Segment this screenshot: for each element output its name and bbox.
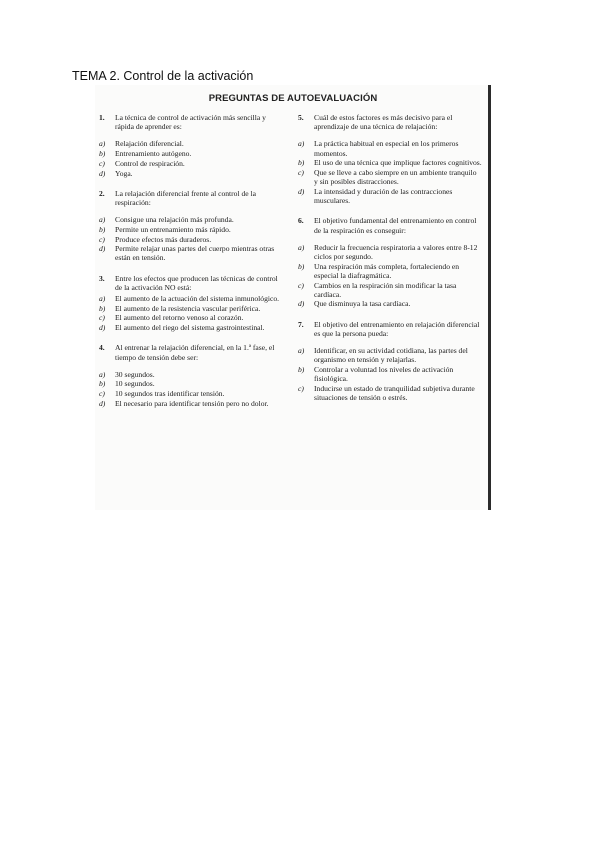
option-text: El necesario para identificar tensión pero no dolor. [115, 398, 269, 408]
option-letter: a) [298, 346, 305, 356]
question-number: 5. [298, 113, 304, 122]
option-item [298, 187, 482, 205]
question-text: Al entrenar la relajación diferencial, en la 1.ª fase, el tiempo de tensión debe ser: [115, 343, 275, 362]
option-item [99, 313, 283, 322]
option-text: El aumento del retorno venoso al corazón. [115, 313, 244, 323]
question-3 [99, 274, 283, 333]
option-letter: b) [298, 158, 305, 168]
option-letter: a) [99, 294, 106, 304]
option-letter: c) [298, 168, 304, 178]
option-list [298, 139, 482, 205]
option-text: El aumento de la resistencia vascular periférica. [115, 303, 261, 313]
option-text: Que disminuya la tasa cardíaca. [314, 299, 411, 309]
question-text: La relajación diferencial frente al control de la respiración: [115, 188, 257, 207]
option-item [298, 299, 482, 308]
scan-border-line [488, 85, 491, 510]
option-text: 10 segundos tras identificar tensión. [115, 389, 225, 399]
option-letter: a) [99, 139, 106, 149]
question-number: 3. [99, 273, 105, 283]
question-7 [298, 320, 482, 403]
right-column [298, 113, 482, 413]
option-text: Que se lleve a cabo siempre en un ambiente tranquilo y sin posibles distracciones. [314, 168, 477, 187]
question-number: 2. [99, 188, 105, 198]
option-item [298, 281, 482, 299]
option-letter: d) [99, 398, 106, 408]
question-text: El objetivo del entrenamiento en relajación diferencial es que la persona pueda: [314, 319, 480, 338]
option-text: La intensidad y duración de las contracciones musculares. [314, 186, 453, 206]
question-number: 1. [99, 113, 105, 122]
option-text: Identificar, en su actividad cotidiana, las partes del organismo en tensión y relajarlas. [314, 346, 468, 365]
option-letter: d) [298, 299, 305, 309]
option-item [99, 389, 283, 398]
option-text: El uso de una técnica que implique factores cognitivos. [314, 158, 482, 168]
option-letter: b) [99, 303, 106, 313]
option-list [99, 294, 283, 332]
option-letter: a) [99, 215, 106, 225]
option-text: Permite relajar unas partes del cuerpo mientras otras están en tensión. [115, 244, 275, 263]
question-6 [298, 216, 482, 308]
option-letter: b) [298, 261, 305, 271]
option-letter: d) [99, 168, 106, 178]
option-item [298, 139, 482, 157]
option-item [99, 215, 283, 224]
option-item [99, 149, 283, 158]
question-5 [298, 113, 482, 205]
question-text: La técnica de control de activación más sencilla y rápida de aprender es: [115, 113, 266, 132]
option-text: Entrenamiento autógeno. [115, 149, 192, 159]
option-item [298, 365, 482, 383]
option-item [298, 346, 482, 364]
question-text: Entre los efectos que producen las técnicas de control de la activación NO está: [115, 273, 278, 292]
option-text: 10 segundos. [115, 379, 155, 389]
option-text: Yoga. [115, 168, 133, 178]
option-item [99, 304, 283, 313]
option-letter: b) [298, 364, 305, 374]
option-list [298, 243, 482, 309]
option-text: Consigue una relajación más profunda. [115, 215, 234, 225]
question-1 [99, 113, 283, 178]
option-text: Inducirse un estado de tranquilidad subjetiva durante situaciones de tensión o estrés. [314, 383, 475, 403]
option-item [99, 294, 283, 303]
option-letter: c) [99, 389, 105, 399]
option-letter: d) [99, 323, 106, 333]
option-letter: a) [99, 369, 106, 379]
option-letter: a) [298, 242, 305, 252]
option-text: El aumento de la actuación del sistema inmunológico. [115, 294, 280, 304]
option-text: Permite un entrenamiento más rápido. [115, 224, 231, 234]
question-text: El objetivo fundamental del entrenamiento en control de la respiración es conseguir: [314, 216, 477, 235]
question-number: 7. [298, 319, 304, 329]
option-item [298, 168, 482, 186]
option-item [99, 159, 283, 168]
question-4 [99, 343, 283, 408]
option-item [298, 243, 482, 261]
option-item [99, 379, 283, 388]
option-text: Control de respiración. [115, 158, 185, 168]
left-column [99, 113, 283, 419]
option-text: Una respiración más completa, fortaleciendo en especial la diafragmática. [314, 261, 460, 280]
option-letter: c) [298, 280, 304, 290]
option-letter: d) [99, 244, 106, 254]
quiz-title: PREGUNTAS DE AUTOEVALUACIÓN [208, 93, 378, 104]
option-letter: d) [298, 186, 305, 196]
option-item [298, 384, 482, 402]
option-item [99, 323, 283, 332]
option-letter: c) [99, 234, 105, 244]
option-text: Cambios en la respiración sin modificar la tasa cardíaca. [314, 280, 457, 299]
option-list [99, 370, 283, 408]
option-letter: b) [99, 149, 106, 159]
option-list [298, 346, 482, 402]
option-item [99, 225, 283, 234]
option-text: El aumento del riego del sistema gastrointestinal. [115, 323, 265, 333]
option-letter: c) [298, 383, 304, 393]
option-item [298, 262, 482, 280]
option-item [99, 139, 283, 148]
option-item [99, 370, 283, 379]
option-item [99, 399, 283, 408]
question-number: 6. [298, 216, 304, 226]
option-letter: b) [99, 379, 106, 389]
option-letter: c) [99, 158, 105, 168]
option-text: 30 segundos. [115, 369, 155, 379]
option-text: Relajación diferencial. [115, 139, 184, 149]
question-number: 4. [99, 343, 105, 353]
option-text: Controlar a voluntad los niveles de activación fisiológica. [314, 364, 454, 384]
option-letter: a) [298, 139, 305, 149]
option-text: La práctica habitual en especial en los primeros momentos. [314, 139, 459, 158]
scanned-quiz-image [95, 85, 491, 510]
option-item [99, 244, 283, 262]
option-item [99, 169, 283, 178]
option-letter: b) [99, 224, 106, 234]
question-text: Cuál de estos factores es más decisivo para el aprendizaje de una técnica de relajación: [314, 113, 453, 132]
option-list [99, 215, 283, 263]
option-text: Reducir la frecuencia respiratoria a valores entre 8-12 ciclos por segundo. [314, 242, 478, 261]
question-2 [99, 189, 283, 263]
option-list [99, 139, 283, 177]
option-text: Produce efectos más duraderos. [115, 234, 212, 244]
option-item [298, 158, 482, 167]
option-item [99, 235, 283, 244]
page-title: TEMA 2. Control de la activación [72, 69, 254, 83]
option-letter: c) [99, 313, 105, 323]
